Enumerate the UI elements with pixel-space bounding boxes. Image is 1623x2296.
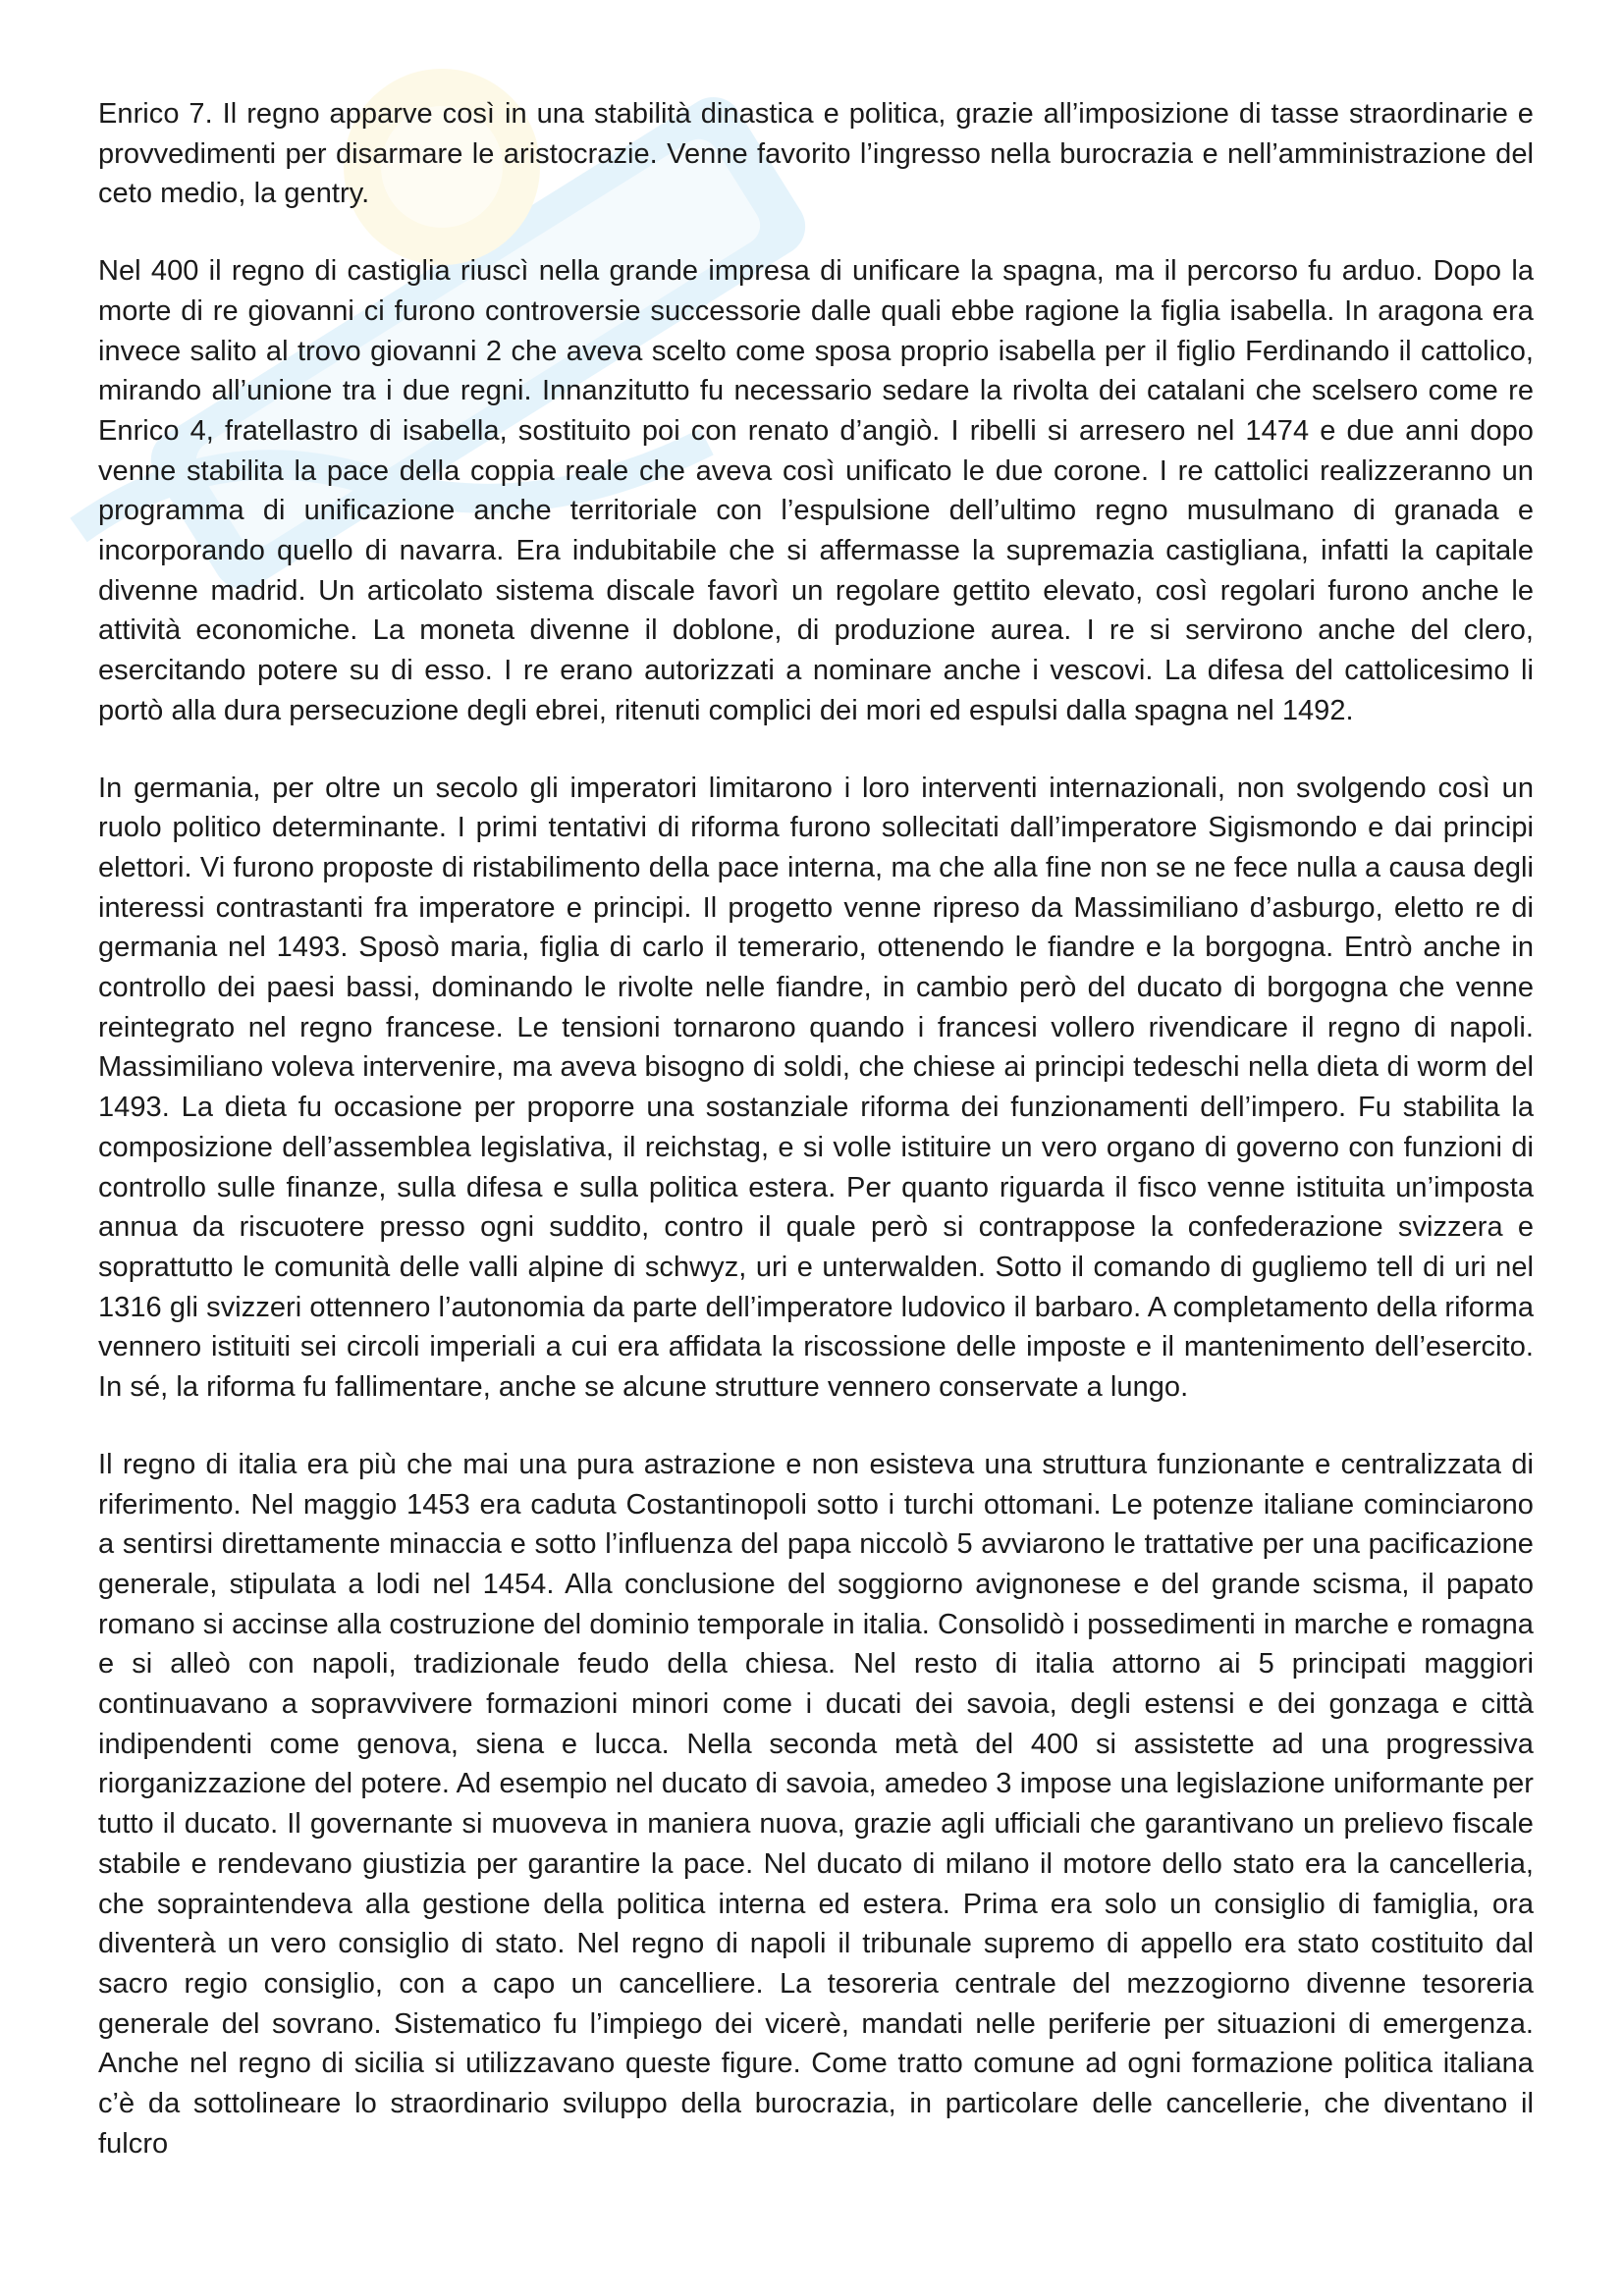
paragraph-spagna: Nel 400 il regno di castiglia riuscì nella grande impresa di unificare la spagna, ma il percorso fu arduo. Dopo la morte di re giovanni ci furono controversie successorie dalle quali ebbe ragione la figlia isabella. In aragona era invece salito al trovo giovanni 2 che aveva scelto come sposa proprio isabella per il figlio Ferdinando il cattolico, mirando all’unione tra i due regni. Innanzitutto fu necessario sedare la rivolta dei catalani che scelsero come re Enrico 4, fratellastro di isabella, sostituito poi con renato d’angiò. I ribelli si arresero nel 1474 e due anni dopo venne stabilita la pace della coppia reale che aveva così unificato le due corone. I re cattolici realizzeranno un programma di unificazione anche territoriale con l’espulsione dell’ultimo regno musulmano di granada e incorporando quello di navarra. Era indubitabile che si affermasse la supremazia castigliana, infatti la capitale divenne madrid. Un articolato sistema discale favorì un regolare gettito elevato, così regolari furono anche le attività economiche. La moneta divenne il doblone, di produzione aurea. I re si servirono anche del clero, esercitando potere su di esso. I re erano autorizzati a nominare anche i vescovi. La difesa del cattolicesimo li portò alla dura persecuzione degli ebrei, ritenuti complici dei mori ed espulsi dalla spagna nel 1492.	[98, 255, 1534, 726]
paragraph-enrico: Enrico 7. Il regno apparve così in una stabilità dinastica e politica, grazie all’imposizione di tasse straordinarie e provvedimenti per disarmare le aristocrazie. Venne favorito l’ingresso nella burocrazia e nell’amministrazione del ceto medio, la gentry.	[98, 98, 1534, 210]
document-page	[98, 94, 1534, 2201]
paragraph-germania: In germania, per oltre un secolo gli imperatori limitarono i loro interventi internazionali, non svolgendo così un ruolo politico determinante. I primi tentativi di riforma furono sollecitati dall’imperatore Sigismondo e dai principi elettori. Vi furono proposte di ristabilimento della pace interna, ma che alla fine non se ne fece nulla a causa degli interessi contrastanti fra imperatore e principi. Il progetto venne ripreso da Massimiliano d’asburgo, eletto re di germania nel 1493. Sposò maria, figlia di carlo il temerario, ottenendo le fiandre e la borgogna. Entrò anche in controllo dei paesi bassi, dominando le rivolte nelle fiandre, in cambio però del ducato di borgogna che venne reintegrato nel regno francese. Le tensioni tornarono quando i francesi vollero rivendicare il regno di napoli. Massimiliano voleva intervenire, ma aveva bisogno di soldi, che chiese ai principi tedeschi nella dieta di worm del 1493. La dieta fu occasione per proporre una sostanziale riforma dei funzionamenti dell’impero. Fu stabilita la composizione dell’assemblea legislativa, il reichstag, e si volle istituire un vero organo di governo con funzioni di controllo sulle finanze, sulla difesa e sulla politica estera. Per quanto riguarda il fisco venne istituita un’imposta annua da riscuotere presso ogni suddito, contro il quale però si contrappose la confederazione svizzera e soprattutto le comunità delle valli alpine di schwyz, uri e unterwalden. Sotto il comando di gugliemo tell di uri nel 1316 gli svizzeri ottennero l’autonomia da parte dell’imperatore ludovico il barbaro. A completamento della riforma vennero istituiti sei circoli imperiali a cui era affidata la riscossione delle imposte e il mantenimento dell’esercito. In sé, la riforma fu fallimentare, anche se alcune strutture vennero conservate a lungo.	[98, 772, 1534, 1404]
paragraph-italia: Il regno di italia era più che mai una pura astrazione e non esisteva una struttura funzionante e centralizzata di riferimento. Nel maggio 1453 era caduta Costantinopoli sotto i turchi ottomani. Le potenze italiane cominciarono a sentirsi direttamente minaccia e sotto l’influenza del papa niccolò 5 avviarono le trattative per una pacificazione generale, stipulata a lodi nel 1454. Alla conclusione del soggiorno avignonese e del grande scisma, il papato romano si accinse alla costruzione del dominio temporale in italia. Consolidò i possedimenti in marche e romagna e si alleò con napoli, tradizionale feudo della chiesa. Nel resto di italia attorno ai 5 principati maggiori continuavano a sopravvivere formazioni minori come i ducati dei savoia, degli estensi e dei gonzaga e città indipendenti come genova, siena e lucca. Nella seconda metà del 400 si assistette ad una progressiva riorganizzazione del potere. Ad esempio nel ducato di savoia, amedeo 3 impose una legislazione uniformante per tutto il ducato. Il governante si muoveva in maniera nuova, grazie agli ufficiali che garantivano un prelievo fiscale stabile e rendevano giustizia per garantire la pace. Nel ducato di milano il motore dello stato era la cancelleria, che sopraintendeva alla gestione della politica interna ed estera. Prima era solo un consiglio di famiglia, ora diventerà un vero consiglio di stato. Nel regno di napoli il tribunale supremo di appello era stato costituito dal sacro regio consiglio, con a capo un cancelliere. La tesoreria centrale del mezzogiorno divenne tesoreria generale del sovrano. Sistematico fu l’impiego dei vicerè, mandati nelle periferie per situazioni di emergenza. Anche nel regno di sicilia si utilizzavano queste figure. Come tratto comune ad ogni formazione politica italiana c’è da sottolineare lo straordinario sviluppo della burocrazia, in particolare delle cancellerie, che diventano il fulcro	[98, 1448, 1534, 2160]
